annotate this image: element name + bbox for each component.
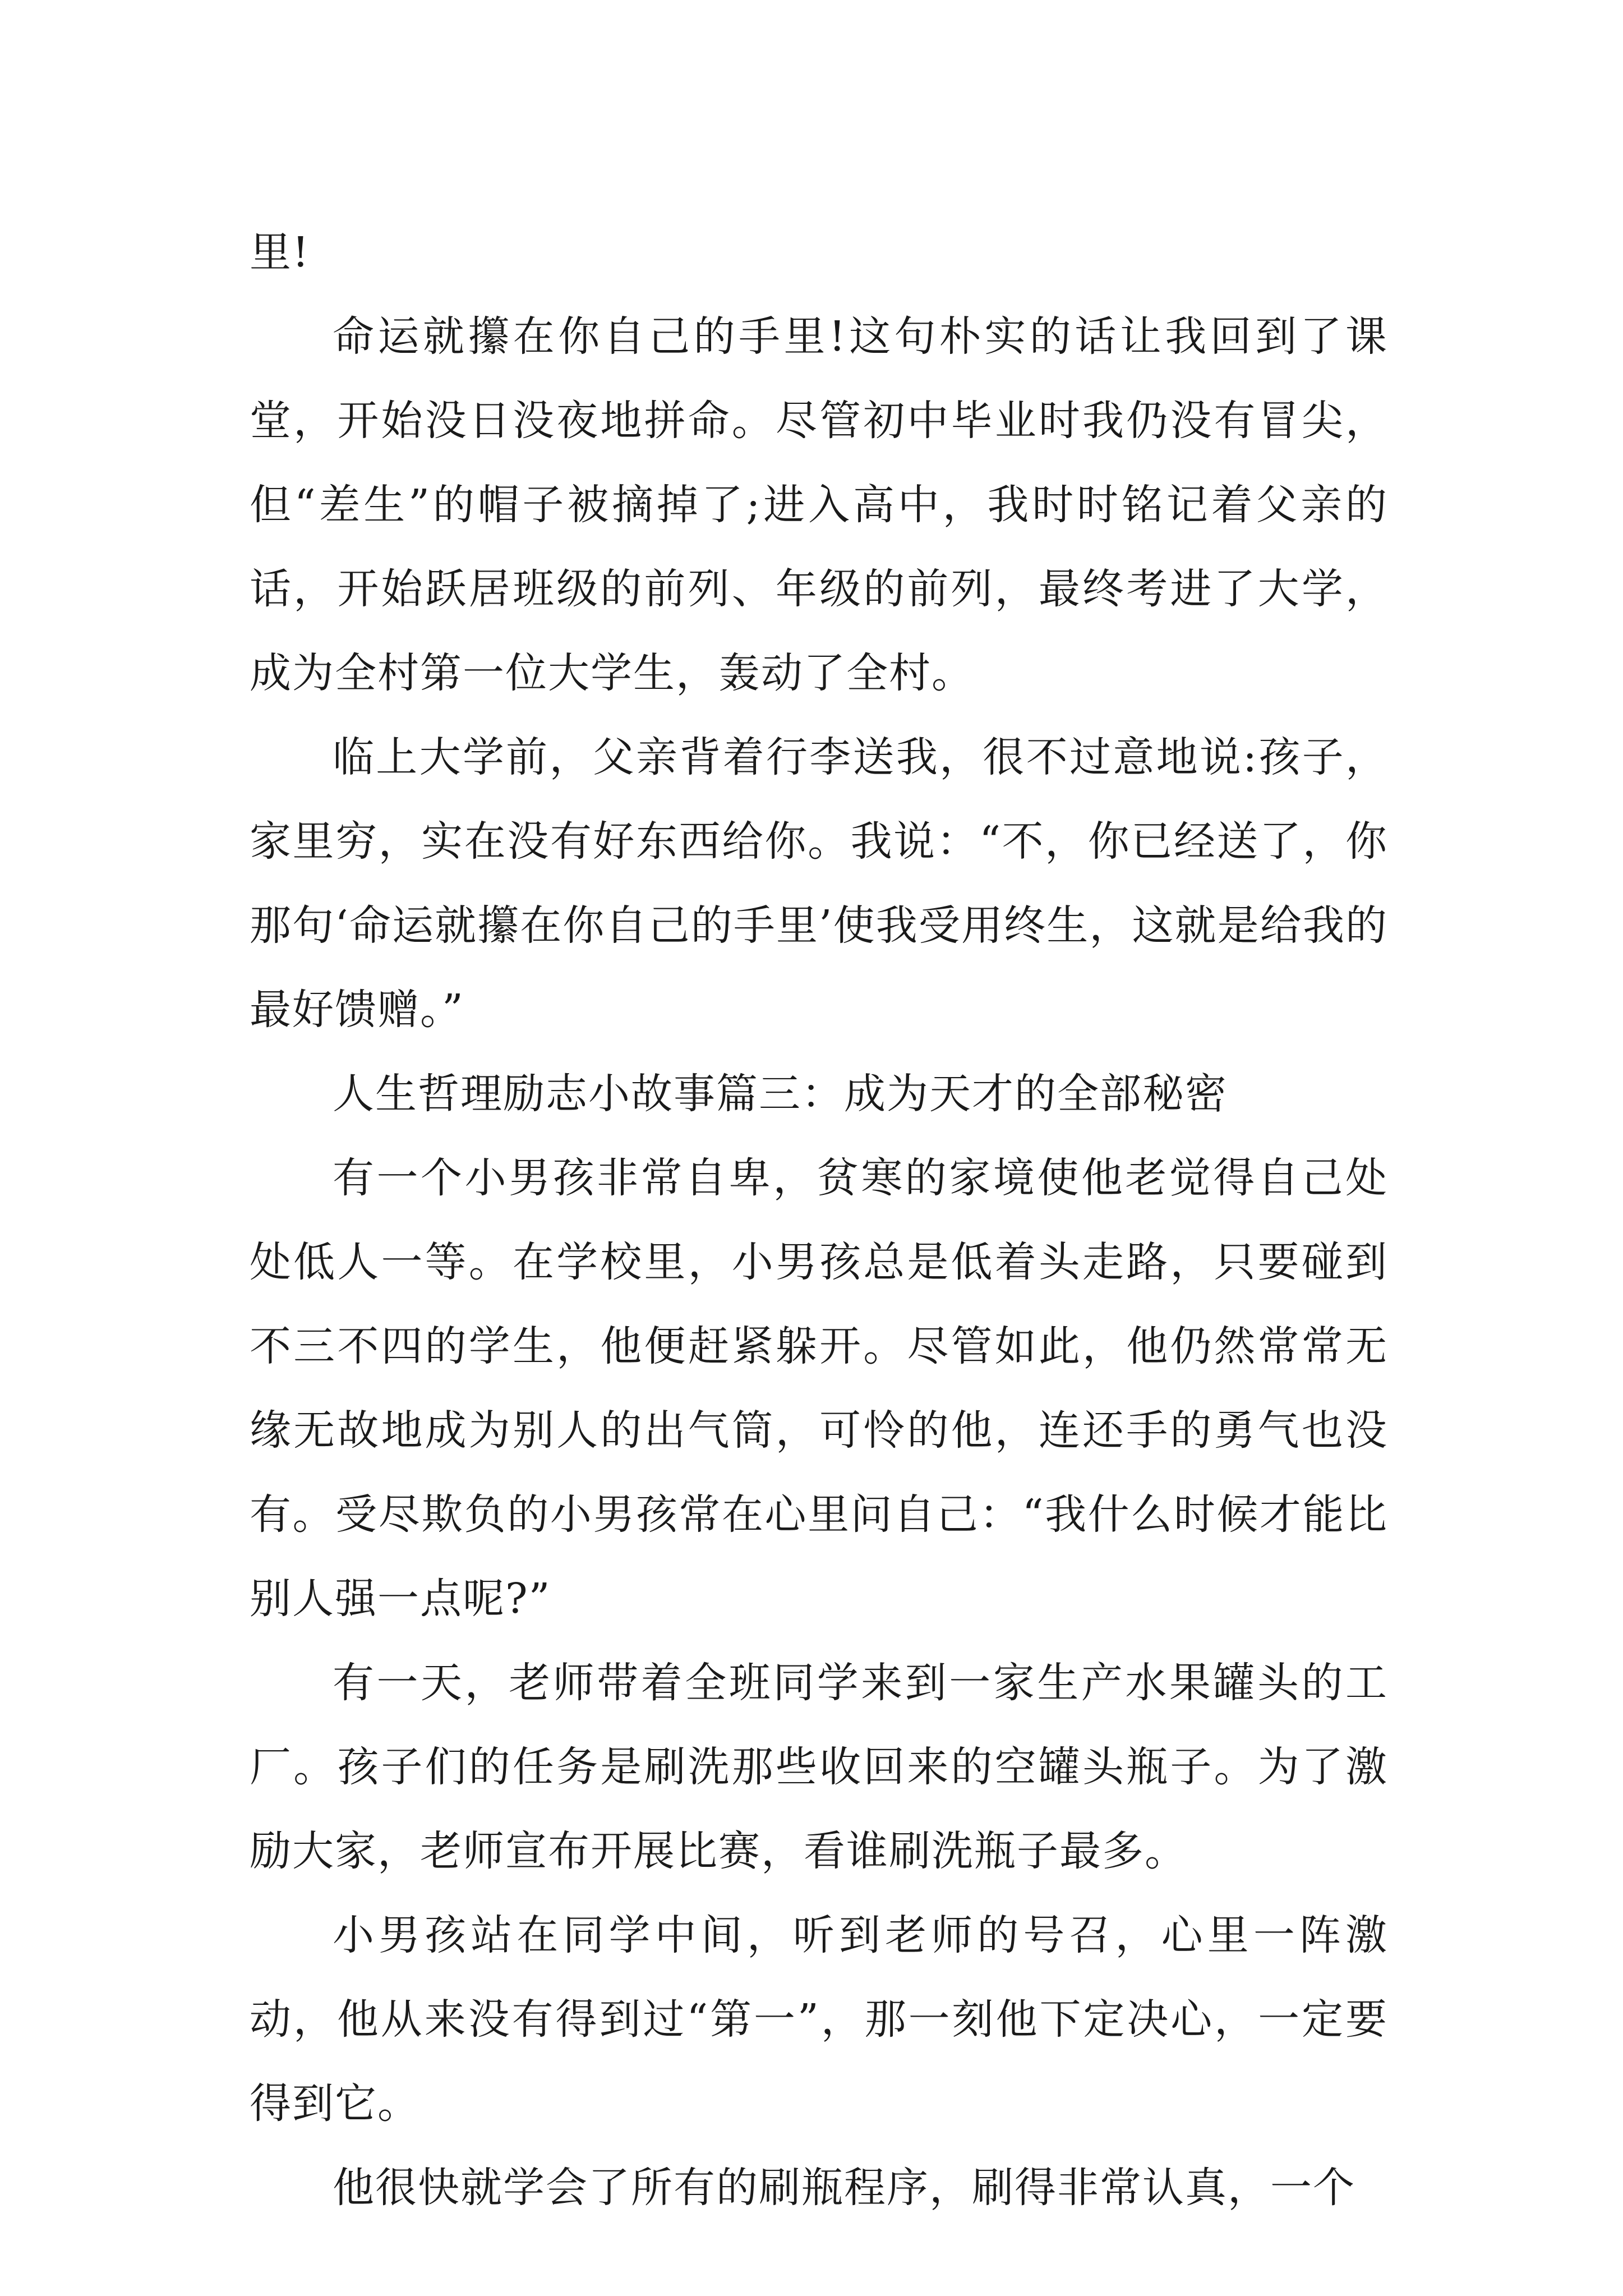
document-body <box>250 210 1388 2230</box>
paragraph: 临上大学前，父亲背着行李送我，很不过意地说:孩子，家里穷，实在没有好东西给你。我说：“不，你已经送了，你那句‘命运就攥在你自己的手里’使我受用终生，这就是给我的最好馈赠。” <box>250 733 1388 1034</box>
section-heading: 人生哲理励志小故事篇三：成为天才的全部秘密 <box>333 1070 1228 1118</box>
paragraph: 他很快就学会了所有的刷瓶程序，刷得非常认真，一个 <box>333 2164 1355 2212</box>
paragraph: 里! <box>250 228 310 277</box>
paragraph: 有一个小男孩非常自卑，贫寒的家境使他老觉得自己处处低人一等。在学校里，小男孩总是低着头走路，只要碰到不三不四的学生，他便赶紧躲开。尽管如此，他仍然常常无缘无故地成为别人的出气筒，可怜的他，连还手的勇气也没有。受尽欺负的小男孩常在心里问自己：“我什么时候才能比别人强一点呢?” <box>250 1154 1388 1623</box>
paragraph: 命运就攥在你自己的手里!这句朴实的话让我回到了课堂，开始没日没夜地拼命。尽管初中毕业时我仍没有冒尖，但“差生”的帽子被摘掉了;进入高中，我时时铭记着父亲的话，开始跃居班级的前列、年级的前列，最终考进了大学，成为全村第一位大学生，轰动了全村。 <box>250 312 1388 697</box>
paragraph: 有一天，老师带着全班同学来到一家生产水果罐头的工厂。孩子们的任务是刷洗那些收回来的空罐头瓶子。为了激励大家，老师宣布开展比赛，看谁刷洗瓶子最多。 <box>250 1659 1388 1875</box>
paragraph: 小男孩站在同学中间，听到老师的号召，心里一阵激动，他从来没有得到过“第一”，那一刻他下定决心，一定要得到它。 <box>250 1911 1388 2128</box>
